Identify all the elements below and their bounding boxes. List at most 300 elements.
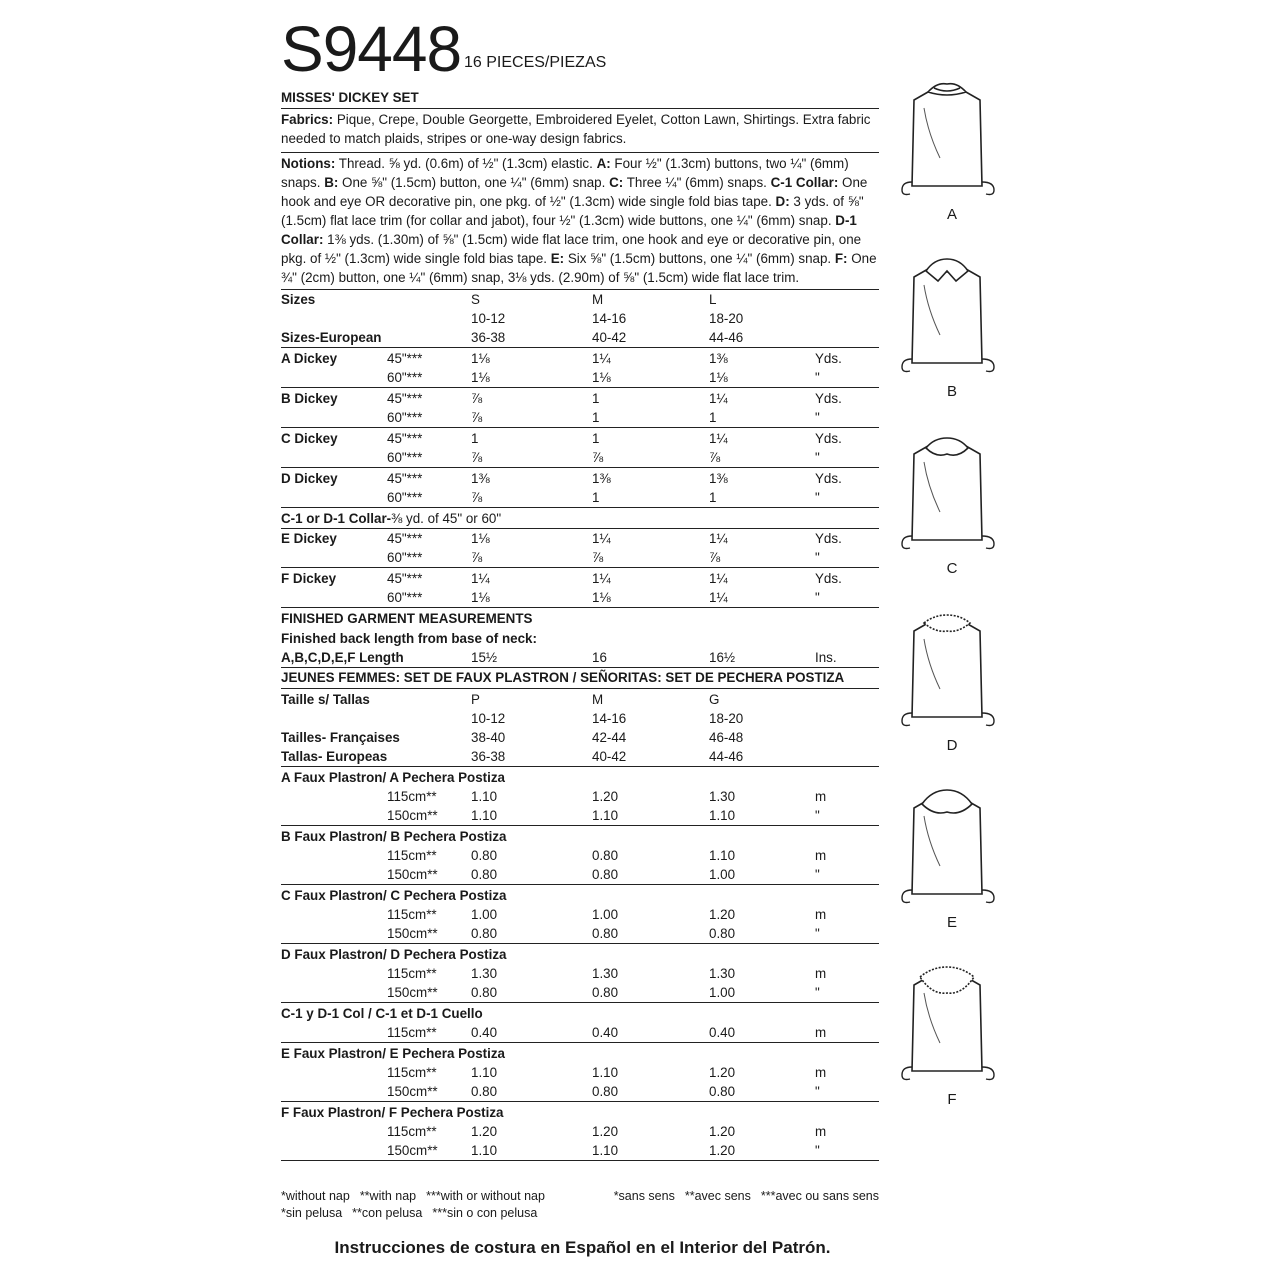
table-cell: 0.80 <box>471 926 498 941</box>
finished-row <box>281 648 879 667</box>
table-cell: 1.20 <box>592 789 619 804</box>
table-cell <box>815 690 875 709</box>
table-cell: " <box>815 1143 820 1158</box>
table-cell <box>281 1082 387 1101</box>
garment-label: C <box>946 560 958 577</box>
view-name: A Faux Plastron/ A Pechera Postiza <box>281 770 505 785</box>
notions-view-label: C: <box>609 175 624 190</box>
garment-view-e <box>900 786 1010 963</box>
notions-text: Four ½" (1.3cm) buttons, two ¼" (6mm) snaps. <box>281 156 849 190</box>
table-cell: " <box>815 550 820 565</box>
table-cell: " <box>815 985 820 1000</box>
garment-label: E <box>946 914 957 931</box>
table-cell: " <box>815 370 820 385</box>
table-cell: Ins. <box>815 650 837 665</box>
yardage-row <box>281 1063 879 1082</box>
table-cell: 1.10 <box>471 808 498 823</box>
table-cell <box>387 709 471 728</box>
table-cell: 0.80 <box>592 848 619 863</box>
yardage-row <box>281 469 879 488</box>
yardage-row <box>281 846 879 865</box>
table-cell: 150cm** <box>387 1143 438 1158</box>
table-cell: m <box>815 789 827 804</box>
table-cell: 45"*** <box>387 351 423 366</box>
yardage-row <box>281 488 879 507</box>
table-cell: 38-40 <box>471 730 506 745</box>
table-cell: 1 <box>709 490 717 505</box>
table-cell: 45"*** <box>387 471 423 486</box>
garment-view-b <box>900 255 1010 432</box>
footnote: ***avec ou sans sens <box>760 1189 879 1203</box>
view-name-row <box>281 827 879 846</box>
table-cell: 1.30 <box>471 966 498 981</box>
table-cell: 115cm** <box>387 966 437 981</box>
table-cell: 1¼ <box>592 531 611 546</box>
table-cell: 0.80 <box>592 985 619 1000</box>
size-row <box>281 728 879 747</box>
view-name: C Faux Plastron/ C Pechera Postiza <box>281 888 507 903</box>
table-cell <box>387 648 471 667</box>
garment-view-f <box>900 963 1010 1140</box>
table-cell: 150cm** <box>387 985 438 1000</box>
dickey-drawing-icon <box>900 963 1000 1088</box>
table-cell: 1⅛ <box>471 590 490 605</box>
table-cell: Yds. <box>815 351 842 366</box>
table-cell: 45"*** <box>387 431 423 446</box>
table-cell: G <box>709 692 720 707</box>
view-name: B Faux Plastron/ B Pechera Postiza <box>281 829 507 844</box>
table-cell: 1¼ <box>709 571 728 586</box>
table-cell <box>281 709 387 728</box>
garment-illustrations <box>900 78 1010 1140</box>
footnote: **avec sens <box>684 1189 751 1203</box>
yardage-row <box>281 389 879 408</box>
pattern-title: MISSES' DICKEY SET <box>281 90 419 105</box>
garment-label: A <box>946 206 957 223</box>
table-cell: 1.20 <box>709 1065 736 1080</box>
table-cell: m <box>815 966 827 981</box>
table-cell <box>281 846 387 865</box>
view-section <box>281 468 879 507</box>
yardage-row <box>281 924 879 943</box>
table-cell: m <box>815 1065 827 1080</box>
dickey-drawing-icon <box>900 78 1000 203</box>
view-name-row <box>281 768 879 787</box>
table-cell: 1.10 <box>471 789 498 804</box>
table-cell: 150cm** <box>387 808 438 823</box>
table-cell: 1.10 <box>592 1065 619 1080</box>
table-cell: ⅞ <box>709 550 721 565</box>
dickey-drawing-icon <box>900 255 1000 380</box>
table-cell: C Dickey <box>281 431 338 446</box>
table-cell <box>281 787 387 806</box>
table-cell: 60"*** <box>387 590 423 605</box>
view-section <box>281 885 879 943</box>
table-cell: Yds. <box>815 391 842 406</box>
notions-text: One ⅝" (1.5cm) button, one ¼" (6mm) snap. <box>338 175 610 190</box>
table-cell: 42-44 <box>592 730 627 745</box>
table-cell <box>281 309 387 328</box>
table-cell: 1.00 <box>709 867 736 882</box>
size-row <box>281 309 879 328</box>
table-cell: 1¼ <box>592 351 611 366</box>
view-section <box>281 388 879 427</box>
table-cell: " <box>815 1084 820 1099</box>
table-cell <box>281 924 387 943</box>
table-cell <box>281 448 387 467</box>
table-cell: 14-16 <box>592 311 627 326</box>
table-cell: 1¼ <box>709 391 728 406</box>
table-cell: 115cm** <box>387 789 437 804</box>
table-cell: 1⅜ <box>471 471 490 486</box>
table-cell: 18-20 <box>709 711 744 726</box>
table-cell: " <box>815 450 820 465</box>
footnote: ***sin o con pelusa <box>432 1206 538 1220</box>
spanish-instructions-note: Instrucciones de costura en Español en el Interior del Patrón. <box>334 1238 831 1257</box>
table-cell: " <box>815 808 820 823</box>
size-row <box>281 328 879 347</box>
table-cell: ⅞ <box>471 450 483 465</box>
table-cell <box>281 905 387 924</box>
garment-label: F <box>947 1091 957 1108</box>
table-cell: ⅞ <box>471 550 483 565</box>
table-cell <box>281 983 387 1002</box>
table-cell: 1 <box>592 431 600 446</box>
table-cell: 0.40 <box>471 1025 498 1040</box>
table-cell: 45"*** <box>387 531 423 546</box>
view-name: F Faux Plastron/ F Pechera Postiza <box>281 1105 504 1120</box>
table-cell: m <box>815 848 827 863</box>
yardage-row <box>281 1122 879 1141</box>
table-cell: 1 <box>471 431 479 446</box>
view-section <box>281 1043 879 1101</box>
table-cell: 60"*** <box>387 370 423 385</box>
view-name-row <box>281 1044 879 1063</box>
table-cell: 1.20 <box>709 907 736 922</box>
garment-label: D <box>946 737 958 754</box>
table-cell: 1 <box>592 391 600 406</box>
table-cell: ⅞ <box>592 450 604 465</box>
table-cell: F Dickey <box>281 571 337 586</box>
table-cell: 16½ <box>709 650 736 665</box>
yardage-row <box>281 569 879 588</box>
table-cell: E Dickey <box>281 531 337 546</box>
yardage-row <box>281 429 879 448</box>
spanish-yardage-table <box>281 668 879 1161</box>
table-cell <box>387 328 471 347</box>
table-cell <box>815 290 875 309</box>
table-cell: Sizes <box>281 292 316 307</box>
table-cell: 1.00 <box>709 985 736 1000</box>
view-section <box>281 348 879 387</box>
yardage-row <box>281 983 879 1002</box>
table-cell: 150cm** <box>387 1084 438 1099</box>
table-cell: " <box>815 867 820 882</box>
table-cell: 1.20 <box>471 1124 498 1139</box>
table-cell: ⅞ <box>471 410 483 425</box>
table-cell: 0.80 <box>709 1084 736 1099</box>
dickey-drawing-icon <box>900 786 1000 911</box>
table-cell: S <box>471 292 480 307</box>
notions-view-label: C-1 Collar: <box>770 175 839 190</box>
table-cell: M <box>592 292 604 307</box>
footnote: *sans sens <box>613 1189 675 1203</box>
table-cell: 40-42 <box>592 330 627 345</box>
size-row <box>281 747 879 766</box>
table-cell: 45"*** <box>387 571 423 586</box>
table-cell: 10-12 <box>471 311 506 326</box>
table-cell: 0.80 <box>592 867 619 882</box>
view-name: C-1 y D-1 Col / C-1 et D-1 Cuello <box>281 1006 483 1021</box>
table-cell: D Dickey <box>281 471 338 486</box>
table-cell: 0.80 <box>471 848 498 863</box>
yardage-row <box>281 865 879 884</box>
table-cell: 1.30 <box>709 789 736 804</box>
table-cell: " <box>815 926 820 941</box>
table-cell: 1.30 <box>709 966 736 981</box>
notions-text: 3 yds. of ⅝" (1.5cm) flat lace trim (for collar and jabot), four ½" (1.3cm) wide buttons, one ¼" (6mm) snap. <box>281 194 864 228</box>
table-cell <box>281 1122 387 1141</box>
table-cell: 1⅜ <box>709 471 728 486</box>
table-cell: 1⅜ <box>592 471 611 486</box>
view-name-row <box>281 886 879 905</box>
table-cell <box>815 728 875 747</box>
table-cell <box>281 964 387 983</box>
table-cell: " <box>815 410 820 425</box>
table-cell: 150cm** <box>387 926 438 941</box>
table-cell: " <box>815 590 820 605</box>
table-cell: Yds. <box>815 571 842 586</box>
table-cell: 0.80 <box>471 867 498 882</box>
table-cell: Yds. <box>815 431 842 446</box>
notions-text: One ¾" (2cm) button, one ¼" (6mm) snap, 3⅛ yds. (2.90m) of ⅝" (1.5cm) wide flat lace trim. <box>281 251 877 285</box>
table-cell <box>281 806 387 825</box>
table-cell: 36-38 <box>471 330 506 345</box>
table-cell: m <box>815 907 827 922</box>
table-cell: 115cm** <box>387 1124 437 1139</box>
view-section <box>281 1003 879 1042</box>
notions-view-label: F: <box>834 251 848 266</box>
garment-view-a <box>900 78 1010 255</box>
table-cell: 1.00 <box>592 907 619 922</box>
table-cell: 18-20 <box>709 311 744 326</box>
finished-title: FINISHED GARMENT MEASUREMENTS <box>281 611 533 626</box>
view-section <box>281 826 879 884</box>
pattern-envelope-back <box>281 88 879 1161</box>
table-cell: m <box>815 1025 827 1040</box>
table-cell: 46-48 <box>709 730 744 745</box>
table-cell: 0.40 <box>592 1025 619 1040</box>
table-cell: 1¼ <box>709 590 728 605</box>
view-name-row <box>281 945 879 964</box>
table-cell: 0.80 <box>471 1084 498 1099</box>
table-cell: 45"*** <box>387 391 423 406</box>
table-cell <box>281 368 387 387</box>
view-section <box>281 944 879 1002</box>
table-cell: 1.20 <box>592 1124 619 1139</box>
notions-label: Notions: <box>281 156 336 171</box>
footnote: ***with or without nap <box>426 1189 545 1203</box>
table-cell <box>387 690 471 709</box>
view-name: E Faux Plastron/ E Pechera Postiza <box>281 1046 506 1061</box>
table-cell: 115cm** <box>387 1025 437 1040</box>
table-cell <box>815 309 875 328</box>
finished-measurements <box>281 608 879 667</box>
table-cell: Yds. <box>815 531 842 546</box>
table-cell: A,B,C,D,E,F Length <box>281 650 404 665</box>
table-cell: L <box>709 292 717 307</box>
yardage-row <box>281 529 879 548</box>
footnote: **with nap <box>359 1189 417 1203</box>
table-cell: 1¼ <box>471 571 490 586</box>
yardage-row <box>281 964 879 983</box>
table-cell <box>281 548 387 567</box>
table-cell: P <box>471 692 480 707</box>
piece-count: 16 PIECES/PIEZAS <box>464 54 607 71</box>
table-cell: 1⅜ <box>709 351 728 366</box>
table-cell: 1.20 <box>709 1143 736 1158</box>
table-cell: 1¼ <box>709 431 728 446</box>
table-cell <box>281 488 387 507</box>
footnote: **con pelusa <box>352 1206 423 1220</box>
table-cell <box>815 709 875 728</box>
table-cell: 1⅛ <box>471 370 490 385</box>
notions-view-label: D: <box>775 194 790 209</box>
table-cell: 10-12 <box>471 711 506 726</box>
table-cell: 1.30 <box>592 966 619 981</box>
yardage-row <box>281 548 879 567</box>
table-cell: 15½ <box>471 650 498 665</box>
table-cell <box>387 309 471 328</box>
yardage-row <box>281 806 879 825</box>
table-cell: Tallas- Europeas <box>281 749 388 764</box>
table-cell <box>387 728 471 747</box>
table-cell: 115cm** <box>387 1065 437 1080</box>
view-section <box>281 428 879 467</box>
yardage-row <box>281 1082 879 1101</box>
table-cell <box>281 1023 387 1042</box>
table-cell: 44-46 <box>709 749 744 764</box>
yardage-row <box>281 1141 879 1160</box>
table-cell <box>281 1141 387 1160</box>
table-cell <box>815 328 875 347</box>
table-cell: 1.10 <box>471 1065 498 1080</box>
table-cell: 1.10 <box>709 848 736 863</box>
yardage-row <box>281 349 879 368</box>
notions-text: Thread. ⅝ yd. (0.6m) of ½" (1.3cm) elastic. <box>338 156 597 171</box>
table-cell: B Dickey <box>281 391 338 406</box>
table-cell: 0.80 <box>471 985 498 1000</box>
fabrics-paragraph: Fabrics: Pique, Crepe, Double Georgette, Embroidered Eyelet, Cotton Lawn, Shirtings. Extra fabric needed to match plaids, stripes or one-way design fabrics. <box>281 112 871 146</box>
table-cell: 1¼ <box>592 571 611 586</box>
pattern-number: S9448 <box>281 13 462 85</box>
table-cell: 115cm** <box>387 907 437 922</box>
table-cell: 44-46 <box>709 330 744 345</box>
english-yardage-table <box>281 290 879 668</box>
table-cell <box>281 588 387 607</box>
table-cell: 1⅛ <box>592 590 611 605</box>
table-cell: 1⅛ <box>709 370 728 385</box>
yardage-row <box>281 368 879 387</box>
dickey-drawing-icon <box>900 432 1000 557</box>
table-cell: 1⅛ <box>471 531 490 546</box>
table-cell: A Dickey <box>281 351 338 366</box>
yardage-row <box>281 408 879 427</box>
view-section <box>281 508 879 567</box>
collar-label: C-1 or D-1 Collar- <box>281 511 392 526</box>
notions-view-label: D-1 Collar: <box>281 213 857 247</box>
table-cell: 60"*** <box>387 550 423 565</box>
table-cell: m <box>815 1124 827 1139</box>
yardage-row <box>281 787 879 806</box>
table-cell: 0.80 <box>709 926 736 941</box>
table-cell <box>281 1063 387 1082</box>
table-cell: 1.00 <box>471 907 498 922</box>
yardage-row <box>281 1023 879 1042</box>
table-cell: 1⅛ <box>592 370 611 385</box>
table-cell <box>387 290 471 309</box>
table-cell: 60"*** <box>387 450 423 465</box>
table-cell: 0.80 <box>592 926 619 941</box>
table-cell: 36-38 <box>471 749 506 764</box>
table-cell: 0.80 <box>592 1084 619 1099</box>
table-cell: 1.10 <box>592 808 619 823</box>
table-cell: 0.40 <box>709 1025 736 1040</box>
table-cell: 40-42 <box>592 749 627 764</box>
spanish-title: JEUNES FEMMES: SET DE FAUX PLASTRON / SEÑORITAS: SET DE PECHERA POSTIZA <box>281 670 845 685</box>
table-cell: ⅞ <box>592 550 604 565</box>
table-cell: Taille s/ Tallas <box>281 692 370 707</box>
collar-row <box>281 509 879 528</box>
table-cell: 115cm** <box>387 848 437 863</box>
table-cell: 1 <box>709 410 717 425</box>
notions-text: Three ¼" (6mm) snaps. <box>623 175 771 190</box>
footnote: *without nap <box>281 1189 350 1203</box>
garment-label: B <box>946 383 957 400</box>
collar-text: ⅜ yd. of 45" or 60" <box>391 511 502 526</box>
table-cell: ⅞ <box>471 391 483 406</box>
garment-view-c <box>900 432 1010 609</box>
table-cell: M <box>592 692 604 707</box>
table-cell: 1¼ <box>709 531 728 546</box>
garment-view-d <box>900 609 1010 786</box>
table-cell: 60"*** <box>387 410 423 425</box>
notions-text: 1⅜ yds. (1.30m) of ⅝" (1.5cm) wide flat lace trim, one hook and eye or decorative pin, one pkg. of ½" (1.3cm) wide single fold bias tape. <box>281 232 862 266</box>
table-cell: 60"*** <box>387 490 423 505</box>
table-cell: ⅞ <box>471 490 483 505</box>
finished-subtitle: Finished back length from base of neck: <box>281 631 537 646</box>
table-cell <box>815 747 875 766</box>
table-cell: 1.10 <box>709 808 736 823</box>
yardage-row <box>281 588 879 607</box>
table-cell: Sizes-European <box>281 330 382 345</box>
size-row <box>281 690 879 709</box>
size-row <box>281 290 879 309</box>
table-cell <box>281 865 387 884</box>
view-section <box>281 568 879 607</box>
table-cell: 14-16 <box>592 711 627 726</box>
notions-paragraph <box>281 153 879 287</box>
table-cell: Yds. <box>815 471 842 486</box>
dickey-drawing-icon <box>900 609 1000 734</box>
table-cell: 1 <box>592 490 600 505</box>
table-cell: 1.20 <box>709 1124 736 1139</box>
notions-view-label: B: <box>324 175 339 190</box>
table-cell: " <box>815 490 820 505</box>
view-section <box>281 767 879 825</box>
notions-text: One hook and eye OR decorative pin, one pkg. of ½" (1.3cm) wide single fold bias tape. <box>281 175 868 209</box>
size-row <box>281 709 879 728</box>
